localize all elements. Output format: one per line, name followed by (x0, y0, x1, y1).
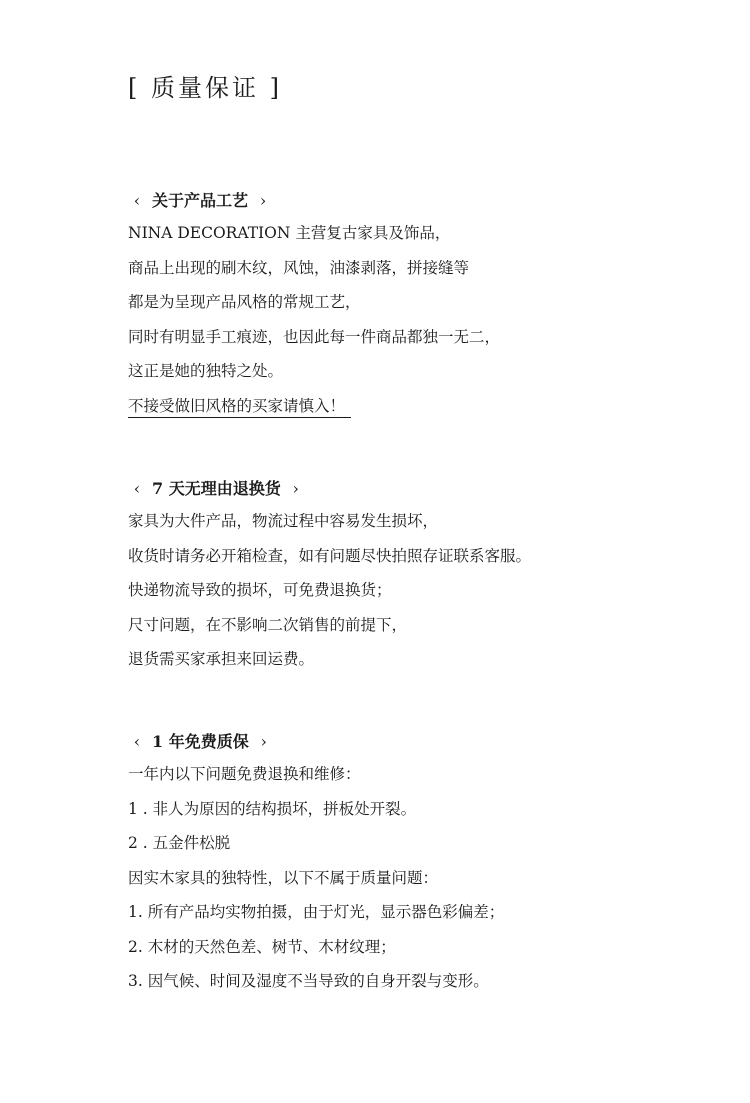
text-line: 这正是她的独特之处。 (128, 362, 284, 380)
right-angle-icon: › (259, 191, 267, 210)
section-text (128, 504, 728, 677)
section-heading-text: 7 天无理由退换货 (152, 479, 281, 498)
left-angle-icon: ‹ (133, 732, 141, 751)
text-line: NINA DECORATION 主营复古家具及饰品， (128, 224, 451, 242)
text-line: 都是为呈现产品风格的常规工艺， (128, 293, 361, 311)
text-line: 尺寸问题，在不影响二次销售的前提下， (128, 615, 408, 634)
text-line: 商品上出现的刷木纹，风蚀，油漆剥落，拼接缝等 (128, 258, 470, 277)
left-angle-icon: ‹ (133, 191, 141, 210)
left-angle-icon: ‹ (133, 479, 141, 498)
text-line: 快递物流导致的损坏，可免费退换货； (128, 581, 392, 599)
text-line: 家具为大件产品，物流过程中容易发生损坏， (128, 512, 439, 530)
section-heading (128, 186, 728, 216)
section-heading-text: 关于产品工艺 (152, 191, 249, 210)
text-line: 退货需买家承担来回运费。 (128, 650, 315, 668)
section-product-craft (128, 186, 728, 423)
section-text (128, 757, 728, 999)
text-line: 2. 木材的天然色差、树节、木材纹理； (128, 937, 396, 956)
warning-line (128, 389, 728, 424)
text-line: 1 . 非人为原因的结构损坏，拼板处开裂。 (128, 799, 417, 818)
section-warranty (128, 727, 728, 999)
right-angle-icon: › (260, 732, 267, 751)
right-angle-icon: › (292, 479, 299, 498)
text-line: 因实木家具的独特性，以下不属于质量问题： (128, 868, 439, 887)
section-heading (128, 474, 728, 504)
text-line: 同时有明显手工痕迹，也因此每一件商品都独一无二， (128, 327, 501, 346)
page-title: [ 质量保证 ] (128, 74, 282, 102)
text-line: 收货时请务必开箱检查，如有问题尽快拍照存证联系客服。 (128, 546, 532, 565)
text-line: 一年内以下问题免费退换和维修： (128, 765, 361, 783)
text-line: 2 . 五金件松脱 (128, 834, 231, 852)
text-line: 1. 所有产品均实物拍摄，由于灯光，显示器色彩偏差； (128, 903, 505, 921)
section-text (128, 216, 728, 423)
section-return-policy (128, 474, 728, 677)
section-heading-text: 1 年免费质保 (152, 732, 249, 751)
underlined-warning-text: 不接受做旧风格的买家请慎入！ (128, 395, 351, 418)
text-line: 3. 因气候、时间及湿度不当导致的自身开裂与变形。 (128, 972, 489, 990)
section-heading (128, 727, 728, 757)
